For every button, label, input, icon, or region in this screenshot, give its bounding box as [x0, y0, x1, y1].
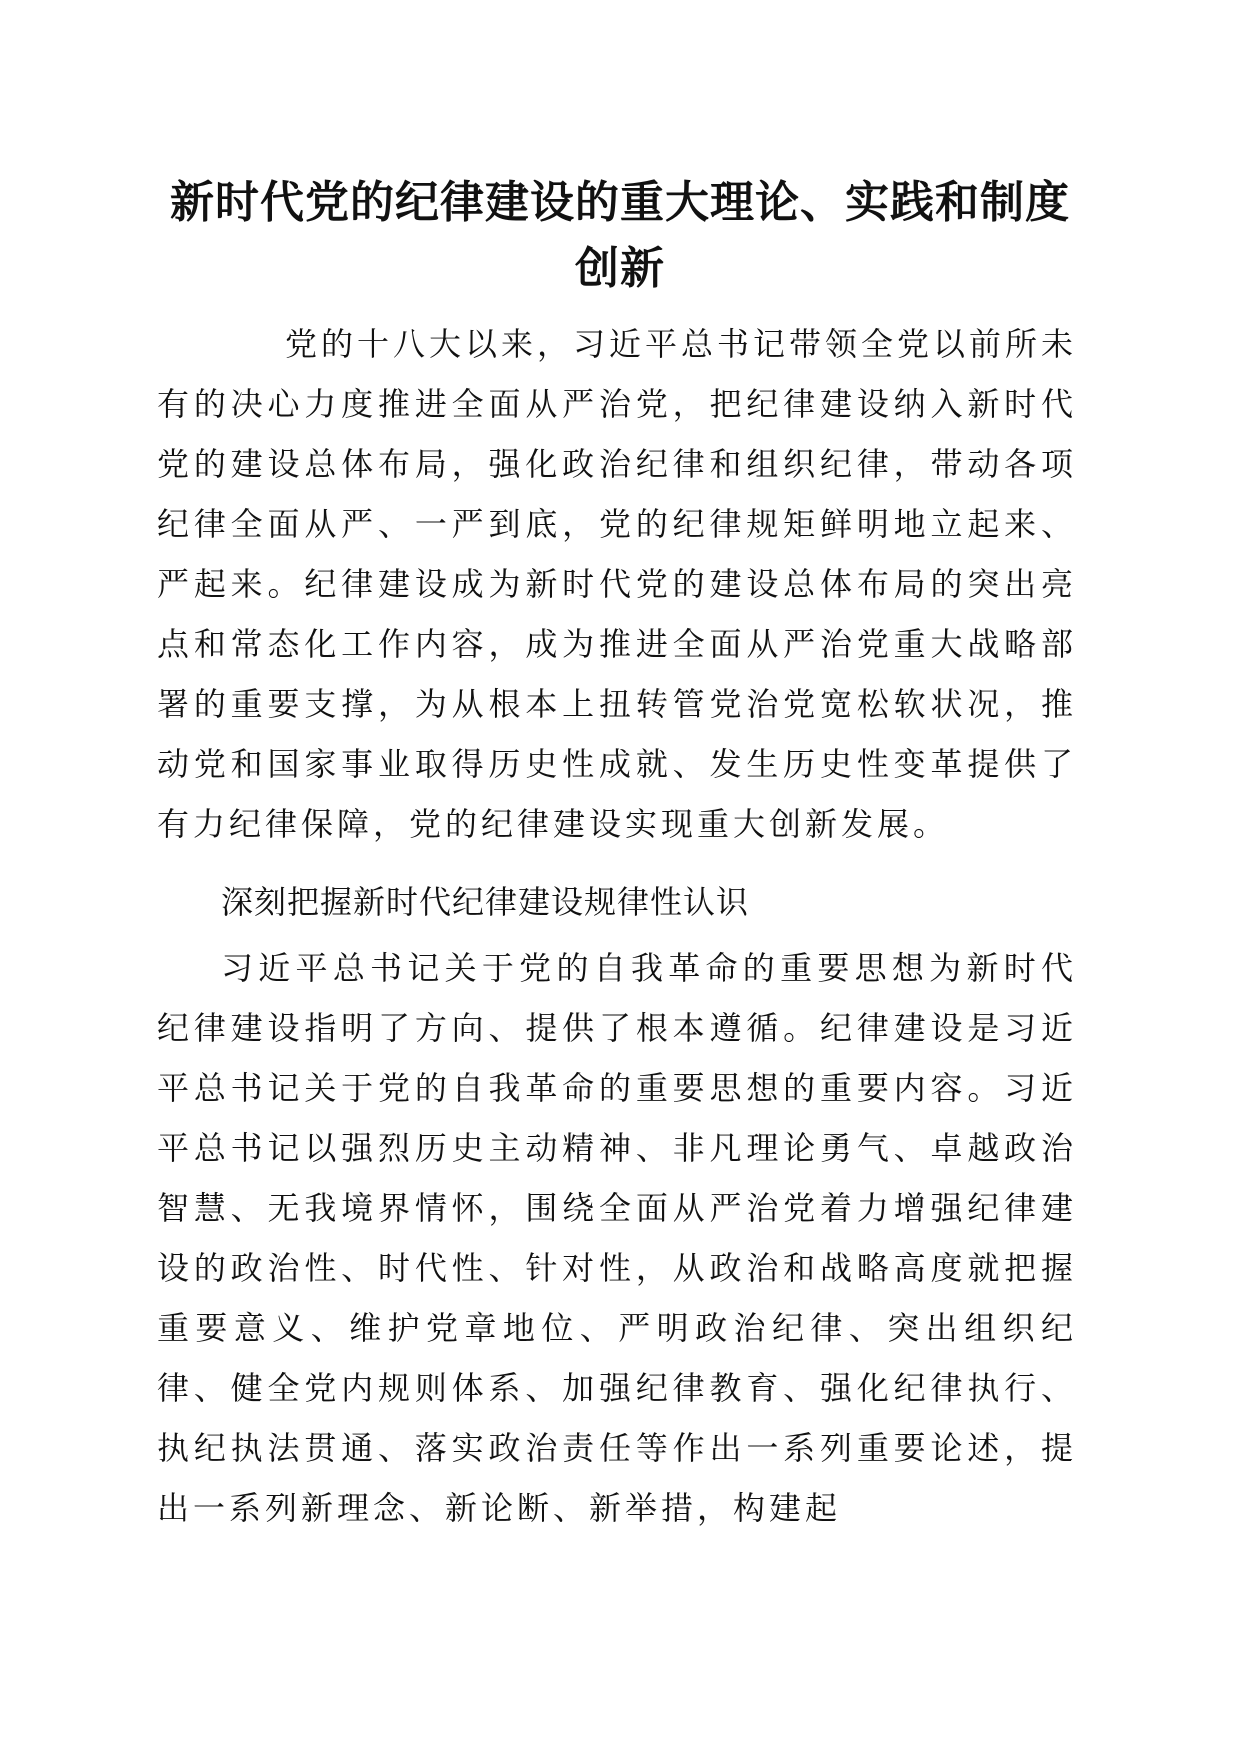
- body-paragraph: 习近平总书记关于党的自我革命的重要思想为新时代纪律建设指明了方向、提供了根本遵循。纪律建设是习近平总书记关于党的自我革命的重要思想的重要内容。习近平总书记以强烈历史主动精神、非凡理论勇气、卓越政治智慧、无我境界情怀，围绕全面从严治党着力增强纪律建设的政治性、时代性、针对性，从政治和战略高度就把握重要意义、维护党章地位、严明政治纪律、突出组织纪律、健全党内规则体系、加强纪律教育、强化纪律执行、执纪执法贯通、落实政治责任等作出一系列重要论述，提出一系列新理念、新论断、新举措，构建起: [157, 949, 1077, 1527]
- document-title: 新时代党的纪律建设的重大理论、实践和制度创新: [170, 177, 1070, 294]
- document-body: [157, 314, 1077, 1538]
- section-heading: 深刻把握新时代纪律建设规律性认识: [221, 883, 750, 921]
- intro-paragraph: 党的十八大以来，习近平总书记带领全党以前所未有的决心力度推进全面从严治党，把纪律建设纳入新时代党的建设总体布局，强化政治纪律和组织纪律，带动各项纪律全面从严、一严到底，党的纪律规矩鲜明地立起来、严起来。纪律建设成为新时代党的建设总体布局的突出亮点和常态化工作内容，成为推进全面从严治党重大战略部署的重要支撑，为从根本上扭转管党治党宽松软状况，推动党和国家事业取得历史性成就、发生历史性变革提供了有力纪律保障，党的纪律建设实现重大创新发展。: [157, 325, 1078, 843]
